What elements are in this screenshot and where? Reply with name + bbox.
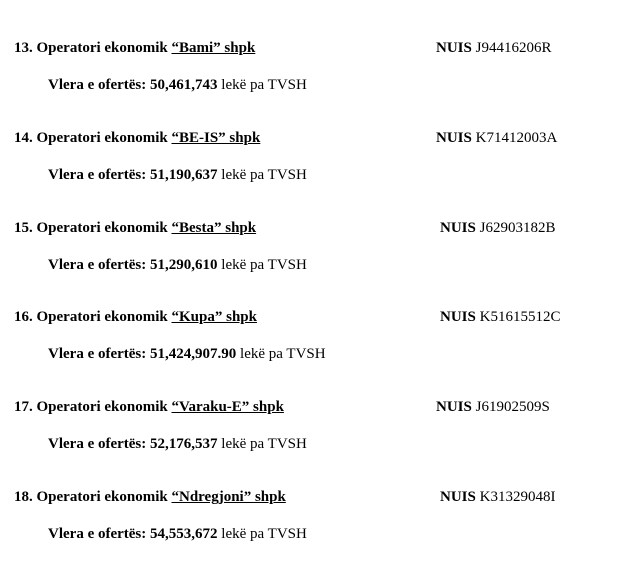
offer-amount: 52,176,537 bbox=[150, 436, 218, 452]
offer-amount: 51,424,907.90 bbox=[150, 346, 237, 362]
nuis-number: K71412003A bbox=[475, 130, 558, 146]
entry-number: 14. bbox=[14, 130, 33, 146]
nuis-block bbox=[436, 399, 550, 416]
nuis-number: J61902509S bbox=[475, 399, 550, 415]
company-name: “BE-IS” shpk bbox=[171, 130, 261, 146]
currency-note: lekë pa TVSH bbox=[221, 167, 307, 183]
entry-title bbox=[14, 220, 256, 237]
currency-note: lekë pa TVSH bbox=[221, 526, 307, 542]
operator-label: Operatori ekonomik bbox=[36, 489, 168, 505]
nuis-label: NUIS bbox=[440, 309, 476, 325]
entry-number: 15. bbox=[14, 220, 33, 236]
currency-note: lekë pa TVSH bbox=[240, 346, 326, 362]
entry-17 bbox=[0, 399, 636, 489]
nuis-block bbox=[440, 220, 555, 237]
company-name: “Besta” shpk bbox=[171, 220, 257, 236]
offer-value-line bbox=[48, 346, 326, 363]
entry-title bbox=[14, 40, 255, 57]
entry-18 bbox=[0, 489, 636, 579]
entry-title bbox=[14, 399, 284, 416]
offer-value-line bbox=[48, 526, 307, 543]
entry-title bbox=[14, 309, 257, 326]
nuis-label: NUIS bbox=[440, 220, 476, 236]
offer-value-line bbox=[48, 77, 307, 94]
entry-number: 13. bbox=[14, 40, 33, 56]
offer-value-label: Vlera e ofertës: bbox=[48, 436, 147, 452]
entry-13 bbox=[0, 40, 636, 130]
nuis-number: J94416206R bbox=[475, 40, 552, 56]
offer-value-label: Vlera e ofertës: bbox=[48, 346, 147, 362]
nuis-label: NUIS bbox=[436, 40, 472, 56]
operator-label: Operatori ekonomik bbox=[36, 399, 168, 415]
nuis-block bbox=[436, 40, 551, 57]
operator-label: Operatori ekonomik bbox=[36, 220, 168, 236]
nuis-label: NUIS bbox=[436, 130, 472, 146]
entry-16 bbox=[0, 309, 636, 399]
operator-label: Operatori ekonomik bbox=[36, 309, 168, 325]
offer-value-line bbox=[48, 167, 307, 184]
nuis-block bbox=[440, 309, 560, 326]
nuis-label: NUIS bbox=[436, 399, 472, 415]
company-name: “Ndregjoni” shpk bbox=[171, 489, 286, 505]
company-name: “Varaku-E” shpk bbox=[171, 399, 284, 415]
offer-value-label: Vlera e ofertës: bbox=[48, 77, 147, 93]
currency-note: lekë pa TVSH bbox=[221, 257, 307, 273]
offer-value-label: Vlera e ofertës: bbox=[48, 167, 147, 183]
entry-title bbox=[14, 130, 260, 147]
offer-amount: 50,461,743 bbox=[150, 77, 218, 93]
offer-value-line bbox=[48, 436, 307, 453]
entry-15 bbox=[0, 220, 636, 310]
entry-number: 17. bbox=[14, 399, 33, 415]
offer-value-line bbox=[48, 257, 307, 274]
nuis-number: J62903182B bbox=[479, 220, 556, 236]
entry-14 bbox=[0, 130, 636, 220]
company-name: “Bami” shpk bbox=[171, 40, 256, 56]
nuis-number: K31329048I bbox=[479, 489, 556, 505]
nuis-label: NUIS bbox=[440, 489, 476, 505]
currency-note: lekë pa TVSH bbox=[221, 77, 307, 93]
nuis-block bbox=[440, 489, 555, 506]
nuis-number: K51615512C bbox=[479, 309, 561, 325]
company-name: “Kupa” shpk bbox=[171, 309, 257, 325]
nuis-block bbox=[436, 130, 557, 147]
operator-label: Operatori ekonomik bbox=[36, 40, 168, 56]
offer-value-label: Vlera e ofertës: bbox=[48, 526, 147, 542]
offer-amount: 54,553,672 bbox=[150, 526, 218, 542]
entry-title bbox=[14, 489, 286, 506]
operator-label: Operatori ekonomik bbox=[36, 130, 168, 146]
offer-value-label: Vlera e ofertës: bbox=[48, 257, 147, 273]
entry-number: 18. bbox=[14, 489, 33, 505]
currency-note: lekë pa TVSH bbox=[221, 436, 307, 452]
entry-number: 16. bbox=[14, 309, 33, 325]
offer-amount: 51,290,610 bbox=[150, 257, 218, 273]
offer-amount: 51,190,637 bbox=[150, 167, 218, 183]
